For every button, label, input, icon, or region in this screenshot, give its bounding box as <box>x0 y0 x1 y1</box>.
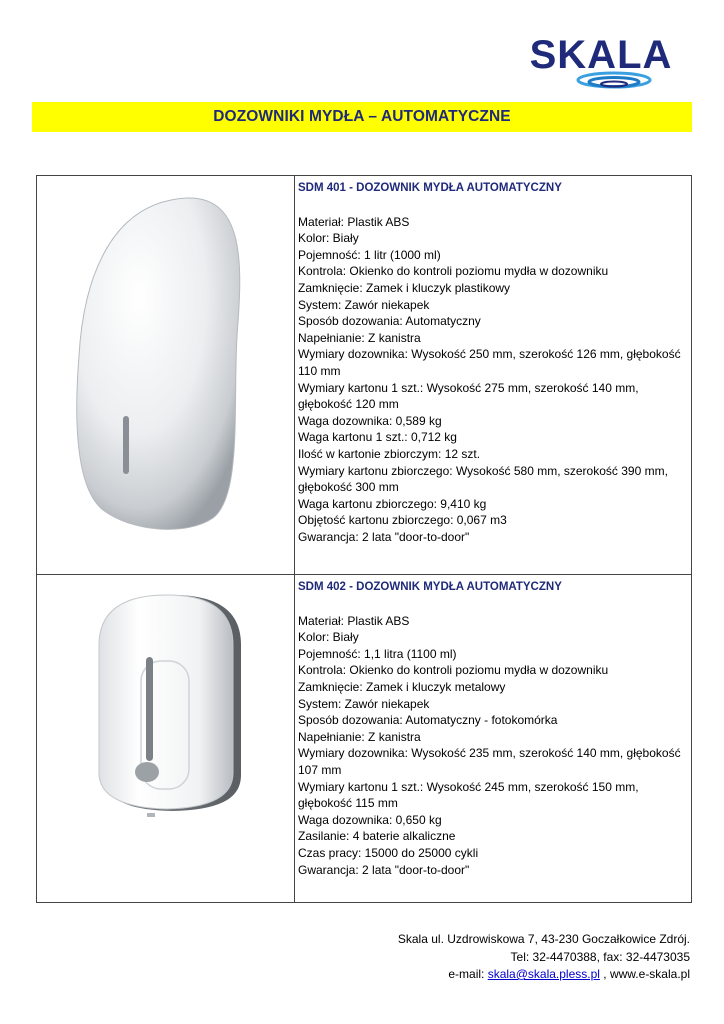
logo-swoosh-3 <box>601 82 627 87</box>
spec-line: Waga kartonu 1 szt.: 0,712 kg <box>298 430 457 445</box>
product-description <box>298 180 690 545</box>
spec-line: Pojemność: 1,1 litra (1100 ml) <box>298 646 457 661</box>
spec-line: Wymiary dozownika: Wysokość 235 mm, szerokość 140 mm, głębokość 107 mm <box>298 746 681 777</box>
dispenser-sdm402-image <box>37 575 294 902</box>
website-text[interactable]: www.e-skala.pl <box>609 967 690 981</box>
product-title: SDM 401 - DOZOWNIK MYDŁA AUTOMATYCZNY <box>298 182 562 194</box>
footer-separator: , <box>599 967 610 981</box>
spec-line: Zasilanie: 4 baterie alkaliczne <box>298 829 456 844</box>
spec-line: Waga dozownika: 0,650 kg <box>298 812 442 827</box>
spec-line: Materiał: Plastik ABS <box>298 613 410 628</box>
spec-line: Czas pracy: 15000 do 25000 cykli <box>298 845 479 860</box>
header-banner <box>32 102 692 132</box>
spec-line: Kontrola: Okienko do kontroli poziomu mydła w dozowniku <box>298 663 609 678</box>
spec-line: Wymiary kartonu 1 szt.: Wysokość 275 mm, szerokość 140 mm, głębokość 120 mm <box>298 380 639 412</box>
spec-line: Pojemność: 1 litr (1000 ml) <box>298 247 441 262</box>
level-window-icon <box>123 416 129 474</box>
spec-line: Wymiary kartonu 1 szt.: Wysokość 245 mm, szerokość 150 mm, głębokość 115 mm <box>298 779 639 811</box>
spec-line: Objętość kartonu zbiorczego: 0,067 m3 <box>298 513 507 528</box>
spec-line: Zamknięcie: Zamek i kluczyk metalowy <box>298 679 506 694</box>
logo-text: SKALA <box>529 34 673 77</box>
spec-line: Waga dozownika: 0,589 kg <box>298 413 442 428</box>
spec-line: Kontrola: Okienko do kontroli poziomu mydła w dozowniku <box>298 264 609 279</box>
spec-line: Napełnianie: Z kanistra <box>298 330 421 345</box>
footer-address: Skala ul. Uzdrowiskowa 7, 43-230 Goczałkowice Zdrój. <box>397 932 690 946</box>
product-row-sdm402 <box>37 575 691 902</box>
product-table <box>36 175 692 903</box>
dispenser-sdm401-image <box>37 176 294 574</box>
spec-line: Ilość w kartonie zbiorczym: 12 szt. <box>298 446 481 461</box>
product-image-cell <box>37 176 295 574</box>
spec-line: System: Zawór niekapek <box>298 696 430 711</box>
spec-line: Sposób dozowania: Automatyczny - fotokomórka <box>298 713 558 728</box>
spec-line: System: Zawór niekapek <box>298 297 430 312</box>
footer-email-line <box>398 966 690 984</box>
spec-line: Materiał: Plastik ABS <box>298 214 410 229</box>
spec-line: Waga kartonu zbiorczego: 9,410 kg <box>298 496 487 511</box>
spec-line: Wymiary dozownika: Wysokość 250 mm, szerokość 126 mm, głębokość 110 mm <box>298 347 681 378</box>
email-link[interactable]: skala@skala.pless.pl <box>487 967 600 981</box>
product-title: SDM 402 - DOZOWNIK MYDŁA AUTOMATYCZNY <box>298 581 562 593</box>
spec-line: Wymiary kartonu zbiorczego: Wysokość 580 mm, szerokość 390 mm, głębokość 300 mm <box>298 463 668 495</box>
page-title: DOZOWNIKI MYDŁA – AUTOMATYCZNE <box>213 108 511 125</box>
spec-line: Sposób dozowania: Automatyczny <box>298 314 481 329</box>
spec-line: Kolor: Biały <box>298 231 359 246</box>
footer-contact <box>398 931 690 984</box>
level-window-icon <box>146 657 153 761</box>
spec-line: Zamknięcie: Zamek i kluczyk plastikowy <box>298 280 511 295</box>
spec-line: Napełnianie: Z kanistra <box>298 729 421 744</box>
product-description <box>298 579 690 878</box>
footer-email-label: e-mail: <box>448 967 488 981</box>
footer-phone: Tel: 32-4470388, fax: 32-4473035 <box>510 949 690 964</box>
spec-line: Gwarancja: 2 lata "door-to-door" <box>298 862 470 877</box>
product-row-sdm401 <box>37 176 691 575</box>
product-image-cell <box>37 575 295 902</box>
spec-line: Gwarancja: 2 lata "door-to-door" <box>298 529 470 544</box>
sensor-icon <box>135 762 159 782</box>
skala-logo <box>510 34 692 100</box>
spec-line: Kolor: Biały <box>298 630 359 645</box>
